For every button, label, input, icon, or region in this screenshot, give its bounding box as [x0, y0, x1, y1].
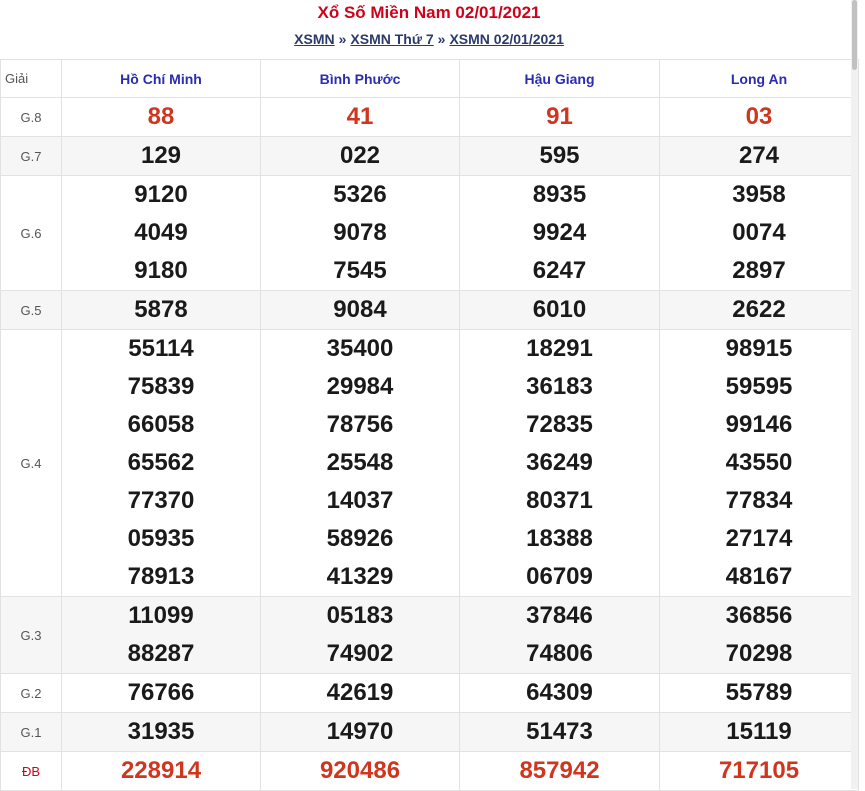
result-number: 9078	[333, 219, 387, 246]
breadcrumb-separator: »	[437, 31, 446, 47]
province-header[interactable]: Hậu Giang	[460, 60, 660, 98]
result-cell	[62, 137, 261, 176]
prize-row	[1, 597, 859, 674]
province-header[interactable]: Hồ Chí Minh	[62, 60, 261, 98]
result-number: 58926	[326, 525, 394, 552]
result-number: 717105	[718, 757, 800, 784]
prize-row	[1, 713, 859, 752]
vertical-scrollbar[interactable]	[851, 0, 858, 789]
province-header[interactable]: Long An	[660, 60, 859, 98]
prize-label: G.7	[1, 137, 62, 176]
prize-label: G.5	[1, 291, 62, 330]
result-number: 88	[147, 103, 175, 130]
result-number: 15119	[726, 718, 792, 745]
result-number: 274	[738, 142, 780, 169]
result-cell	[660, 752, 859, 791]
result-number: 98915	[725, 335, 793, 362]
result-cell	[660, 98, 859, 137]
result-number: 18291	[526, 335, 593, 362]
result-number: 36856	[725, 602, 793, 629]
result-cell	[460, 674, 660, 713]
result-cell	[660, 291, 859, 330]
result-number: 77370	[127, 487, 195, 514]
result-number: 37846	[526, 602, 593, 629]
result-number: 31935	[127, 718, 195, 745]
result-cell	[660, 137, 859, 176]
result-number: 36183	[526, 373, 593, 400]
scrollbar-thumb[interactable]	[852, 0, 857, 70]
result-number: 64309	[526, 679, 593, 706]
result-number: 55789	[725, 679, 793, 706]
prize-row	[1, 137, 859, 176]
result-cell	[261, 176, 460, 291]
result-number: 228914	[120, 757, 202, 784]
result-cell	[261, 674, 460, 713]
result-number: 59595	[725, 373, 793, 400]
result-cell	[261, 291, 460, 330]
prize-row	[1, 176, 859, 291]
result-number: 4049	[134, 219, 188, 246]
result-cell	[62, 291, 261, 330]
result-number: 88287	[127, 640, 195, 667]
result-number: 06709	[526, 563, 593, 590]
prize-row	[1, 674, 859, 713]
table-header-row	[1, 60, 859, 98]
result-number: 66058	[127, 411, 195, 438]
result-number: 0074	[732, 219, 786, 246]
page-title: Xổ Số Miền Nam 02/01/2021	[317, 3, 541, 22]
result-cell	[62, 176, 261, 291]
result-number: 022	[339, 142, 381, 169]
result-number: 6247	[532, 257, 587, 284]
result-number: 9180	[134, 257, 188, 284]
prize-label: G.1	[1, 713, 62, 752]
result-number: 18388	[526, 525, 593, 552]
result-number: 9924	[532, 219, 587, 246]
result-number: 55114	[128, 335, 194, 362]
result-number: 03	[745, 103, 773, 130]
province-header[interactable]: Bình Phước	[261, 60, 460, 98]
result-number: 27174	[725, 525, 793, 552]
result-number: 05183	[326, 602, 394, 629]
prize-label: G.3	[1, 597, 62, 674]
result-number: 41329	[326, 563, 394, 590]
result-number: 36249	[526, 449, 593, 476]
prize-label: G.6	[1, 176, 62, 291]
result-number: 9120	[134, 181, 188, 208]
result-number: 76766	[127, 679, 195, 706]
breadcrumb-link-xsmn-thu-7[interactable]: XSMN Thứ 7	[350, 31, 434, 47]
prize-label: G.8	[1, 98, 62, 137]
result-cell	[660, 713, 859, 752]
breadcrumb	[0, 30, 858, 48]
result-number: 129	[140, 142, 182, 169]
result-number: 35400	[326, 335, 394, 362]
result-number: 51473	[526, 718, 593, 745]
prize-label: G.2	[1, 674, 62, 713]
result-number: 91	[546, 103, 573, 130]
result-number: 14037	[326, 487, 394, 514]
result-number: 9084	[333, 296, 387, 323]
results-table	[0, 59, 859, 791]
result-number: 2897	[732, 257, 786, 284]
result-cell	[62, 752, 261, 791]
result-cell	[660, 330, 859, 597]
result-number: 78913	[127, 563, 195, 590]
result-cell	[460, 752, 660, 791]
result-cell	[460, 291, 660, 330]
result-cell	[261, 752, 460, 791]
result-cell	[261, 330, 460, 597]
result-number: 05935	[127, 525, 195, 552]
result-number: 3958	[732, 181, 786, 208]
result-number: 48167	[725, 563, 793, 590]
result-number: 80371	[526, 487, 593, 514]
result-number: 5878	[134, 296, 188, 323]
result-number: 74806	[526, 640, 593, 667]
result-cell	[62, 98, 261, 137]
result-cell	[62, 674, 261, 713]
breadcrumb-link-xsmn[interactable]: XSMN	[294, 31, 335, 47]
result-number: 72835	[526, 411, 593, 438]
result-cell	[460, 330, 660, 597]
breadcrumb-separator: »	[338, 31, 347, 47]
prize-label: ĐB	[1, 752, 62, 791]
prize-row	[1, 752, 859, 791]
result-number: 2622	[732, 296, 786, 323]
result-cell	[660, 597, 859, 674]
result-number: 75839	[127, 373, 195, 400]
result-cell	[62, 713, 261, 752]
result-number: 857942	[519, 757, 600, 784]
result-number: 70298	[725, 640, 793, 667]
result-number: 43550	[725, 449, 793, 476]
prize-label: G.4	[1, 330, 62, 597]
prize-row	[1, 330, 859, 597]
result-cell	[261, 713, 460, 752]
result-cell	[460, 98, 660, 137]
prize-column-header: Giải	[1, 60, 62, 98]
result-number: 42619	[326, 679, 394, 706]
prize-row	[1, 291, 859, 330]
result-cell	[460, 176, 660, 291]
result-number: 920486	[319, 757, 401, 784]
prize-row	[1, 98, 859, 137]
result-cell	[660, 674, 859, 713]
result-number: 7545	[333, 257, 387, 284]
result-cell	[261, 98, 460, 137]
result-cell	[460, 137, 660, 176]
breadcrumb-link-xsmn-date[interactable]: XSMN 02/01/2021	[449, 31, 564, 47]
result-cell	[261, 137, 460, 176]
result-number: 595	[539, 142, 580, 169]
result-number: 14970	[326, 718, 394, 745]
result-cell	[460, 713, 660, 752]
result-number: 6010	[532, 296, 587, 323]
result-cell	[660, 176, 859, 291]
result-number: 11099	[128, 602, 194, 629]
result-number: 41	[346, 103, 374, 130]
result-number: 99146	[725, 411, 793, 438]
result-number: 5326	[333, 181, 387, 208]
result-number: 65562	[127, 449, 195, 476]
results-body	[1, 98, 859, 791]
result-cell	[62, 597, 261, 674]
result-number: 29984	[326, 373, 394, 400]
result-number: 8935	[532, 181, 587, 208]
result-cell	[460, 597, 660, 674]
result-number: 77834	[725, 487, 793, 514]
result-number: 25548	[326, 449, 394, 476]
result-number: 74902	[326, 640, 394, 667]
result-number: 78756	[326, 411, 394, 438]
result-cell	[261, 597, 460, 674]
result-cell	[62, 330, 261, 597]
